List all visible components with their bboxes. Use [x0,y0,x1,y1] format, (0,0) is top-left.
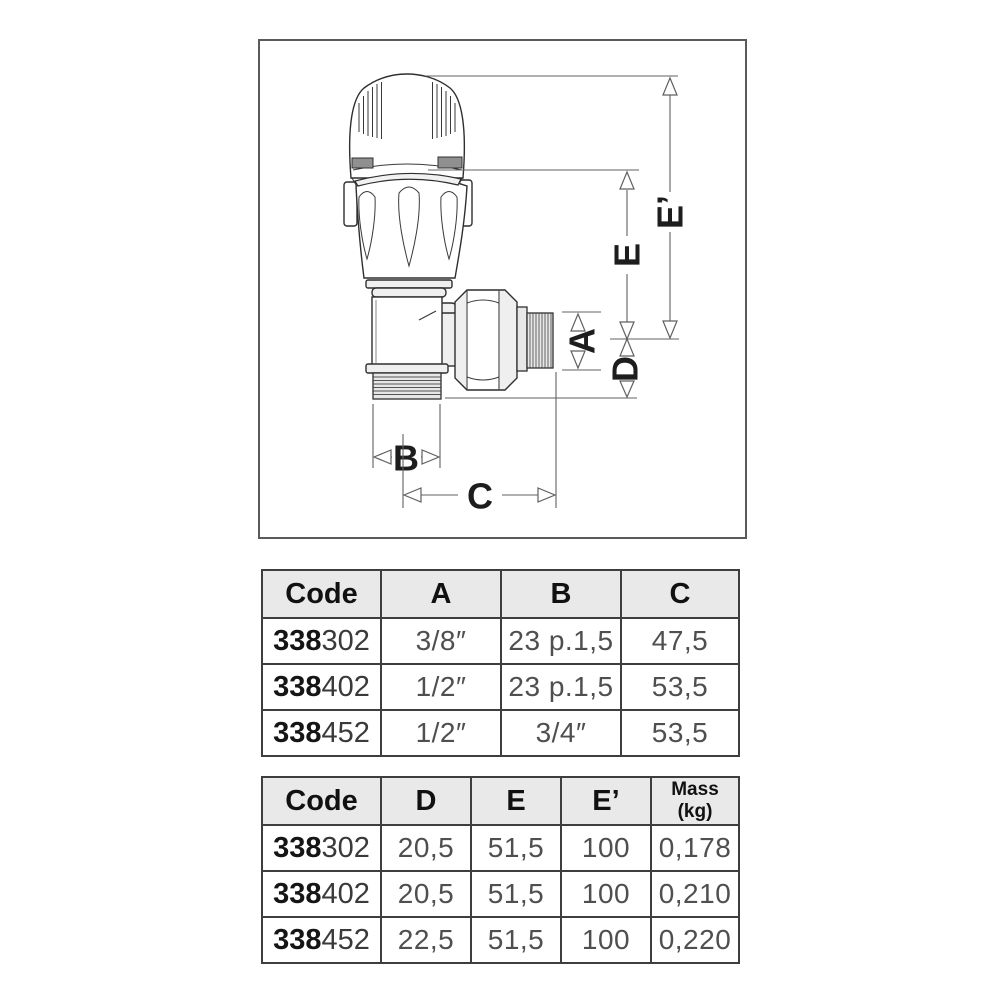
grip-knob [344,173,472,297]
header-c: C [621,570,739,618]
cell-c: 47,5 [621,618,739,664]
label-e-prime: E’ [649,194,691,230]
grip-base-flange [366,280,452,288]
valve-technical-drawing [260,41,745,537]
cell-b: 23 p.1,5 [501,618,621,664]
cell-e-prime: 100 [561,825,651,871]
cell-code: 338452 [262,710,381,756]
table-dimensions-abc [261,569,740,757]
cap-indicator-mark-right [438,157,462,168]
cell-d: 20,5 [381,825,471,871]
cell-code: 338402 [262,871,381,917]
header-e: E [471,777,561,825]
thermostatic-head-cap [350,74,465,178]
lock-ring [372,288,446,297]
valve-drawing-frame [258,39,747,539]
label-a: A [561,328,603,354]
dimension-e-prime [650,78,691,338]
header-e-prime: E’ [561,777,651,825]
cell-c: 53,5 [621,664,739,710]
header-mass: Mass (kg) [651,777,739,825]
header-b: B [501,570,621,618]
cell-mass: 0,210 [651,871,739,917]
cell-d: 22,5 [381,917,471,963]
label-d: D [604,356,646,382]
cell-e: 51,5 [471,917,561,963]
cell-e-prime: 100 [561,917,651,963]
dimension-b [373,404,440,479]
cell-code: 338452 [262,917,381,963]
cell-mass: 0,220 [651,917,739,963]
table-header-row [262,777,739,825]
header-d: D [381,777,471,825]
dimension-a [562,312,603,370]
cell-b: 23 p.1,5 [501,664,621,710]
header-code: Code [262,570,381,618]
label-e: E [606,242,648,268]
table-row [262,825,739,871]
table-row [262,664,739,710]
grip-ear-left [344,182,357,226]
cell-code: 338302 [262,618,381,664]
cell-code: 338402 [262,664,381,710]
cell-a: 1/2″ [381,664,501,710]
header-a: A [381,570,501,618]
cell-e-prime: 100 [561,871,651,917]
cell-c: 53,5 [621,710,739,756]
table-header-row [262,570,739,618]
cell-a: 1/2″ [381,710,501,756]
dimension-d [605,339,646,397]
cell-e: 51,5 [471,871,561,917]
cell-d: 20,5 [381,871,471,917]
cell-b: 3/4″ [501,710,621,756]
table-row [262,618,739,664]
union-washer [517,307,527,371]
cell-a: 3/8″ [381,618,501,664]
dimension-e [607,172,648,339]
valve-body [366,297,457,399]
table-row [262,871,739,917]
table-dimensions-de-mass [261,776,740,964]
cap-indicator-mark-left [352,158,373,168]
header-code: Code [262,777,381,825]
body-bottom-flange [366,364,448,373]
cell-e: 51,5 [471,825,561,871]
label-c: C [467,475,493,517]
cell-code: 338302 [262,825,381,871]
table-row [262,710,739,756]
table-row [262,917,739,963]
bottom-threaded-outlet [373,373,441,399]
union-nut [455,290,553,390]
male-thread [527,313,553,368]
label-b: B [393,437,419,479]
cell-mass: 0,178 [651,825,739,871]
